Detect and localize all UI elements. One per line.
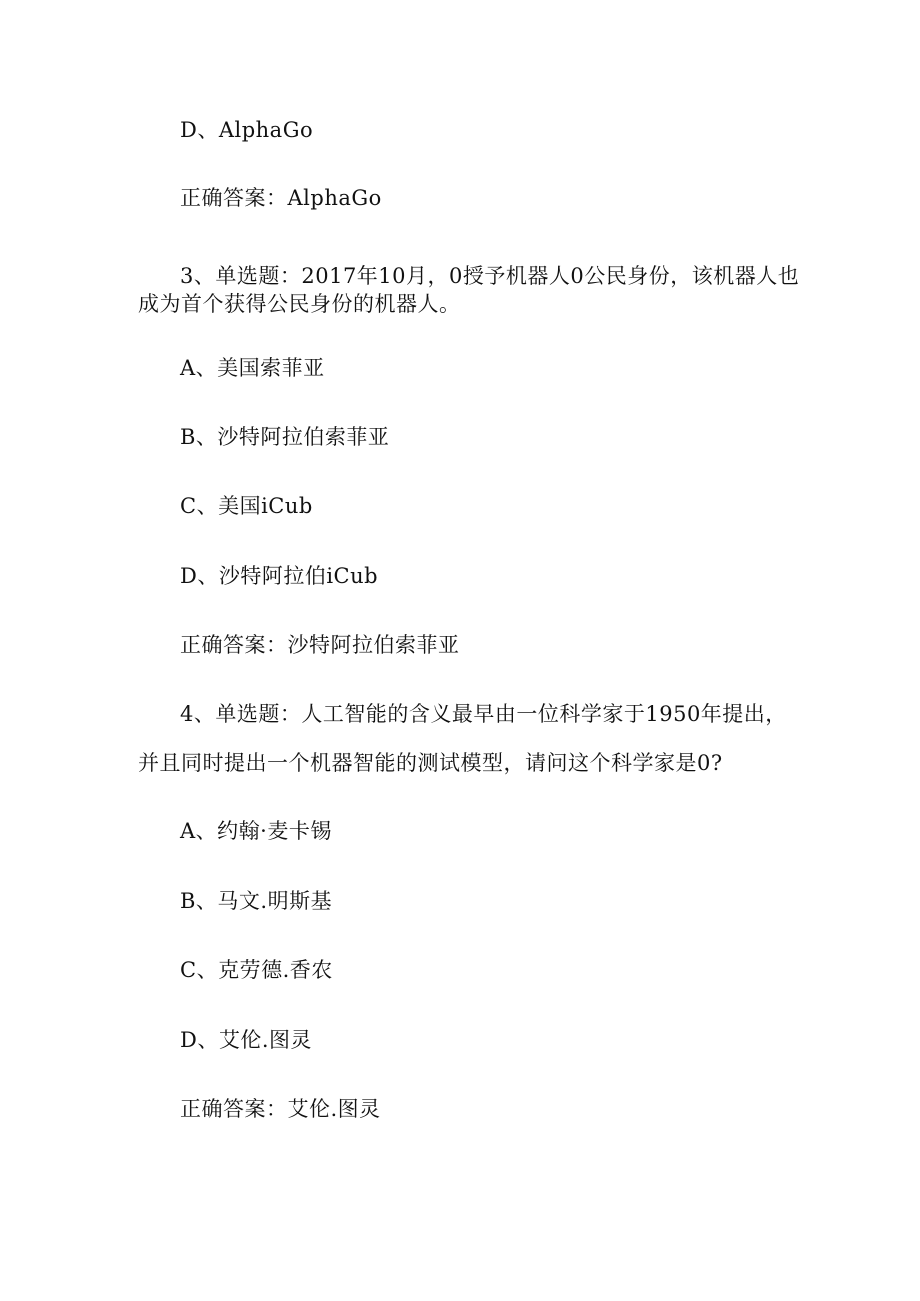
q4-option-c: C、克劳德.香农 <box>180 958 333 982</box>
q3-text-line-2: 成为首个获得公民身份的机器人。 <box>138 292 461 316</box>
prev-question-option-d: D、AlphaGo <box>180 118 314 142</box>
q3-text-line-1: 3、单选题：2017年10月，0授予机器人0公民身份，该机器人也 <box>180 264 800 288</box>
q3-option-c: C、美国iCub <box>180 494 313 518</box>
q4-answer: 正确答案：艾伦.图灵 <box>180 1097 381 1121</box>
q4-text-line-2: 并且同时提出一个机器智能的测试模型，请问这个科学家是0? <box>138 751 723 775</box>
q4-text-line-1: 4、单选题：人工智能的含义最早由一位科学家于1950年提出， <box>180 702 787 726</box>
q3-answer: 正确答案：沙特阿拉伯索菲亚 <box>180 633 460 657</box>
q3-option-a: A、美国索菲亚 <box>180 356 325 380</box>
q3-option-b: B、沙特阿拉伯索菲亚 <box>180 425 390 449</box>
prev-question-answer: 正确答案：AlphaGo <box>180 186 382 210</box>
q4-option-a: A、约翰·麦卡锡 <box>180 819 332 843</box>
q4-option-b: B、马文.明斯基 <box>180 889 333 913</box>
q4-option-d: D、艾伦.图灵 <box>180 1028 313 1052</box>
q3-option-d: D、沙特阿拉伯iCub <box>180 564 379 588</box>
